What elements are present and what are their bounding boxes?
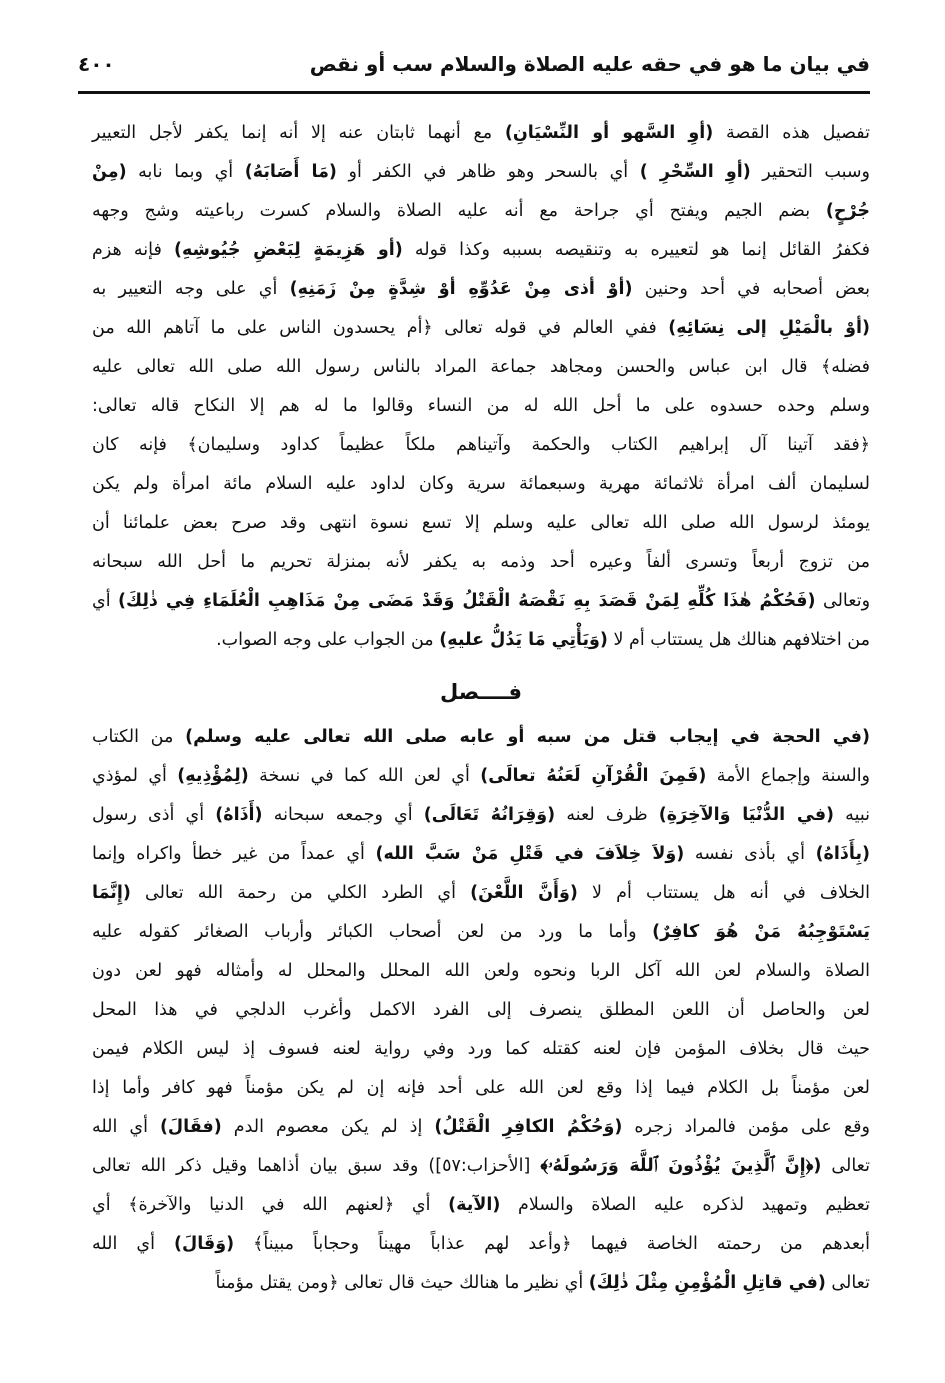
- running-header: [78, 52, 870, 88]
- bold-matn-text: (لِمُؤْذِيهِ): [177, 766, 249, 786]
- bold-matn-text: (أو هَزِيمَةٍ لِبَعْضِ جُيُوشِهِ): [173, 240, 403, 260]
- section-heading: فــــصل: [440, 680, 522, 704]
- header-title: في بيان ما هو في حقه عليه الصلاة والسلام سب أو نقص: [309, 52, 870, 76]
- bold-matn-text: (أوِ السَّهو أو النِّسْيَانِ): [504, 123, 714, 143]
- commentary-text: من الكتاب: [92, 727, 186, 747]
- text-line: [92, 114, 870, 153]
- commentary-text: ففي العالم في قوله تعالى ﴿أم يحسدون الناس على ما آتاهم الله من: [92, 318, 669, 338]
- commentary-text: وأما ما ورد من لعن أصحاب الكبائر وأرباب الصغائر كقوله عليه: [92, 922, 653, 942]
- commentary-text: تعالى: [821, 1156, 870, 1176]
- commentary-text: أي بالسحر وهو ظاهر في الكفر أو: [336, 162, 640, 182]
- text-line: [92, 1108, 870, 1147]
- text-line: [92, 348, 870, 387]
- commentary-text: الصلاة والسلام لعن الله آكل الربا ونحوه ولعن الله المحلل والمحلل له وأمثاله فهو لعن دون: [92, 961, 870, 981]
- text-line: [92, 582, 870, 621]
- bold-matn-text: (فَحُكْمُ هٰذَا كُلِّهِ لِمَنْ قَصَدَ بِهِ نَقْصَهُ الْقَتْلُ وَقَدْ مَضَى مِنْ مَذَاهِبِ الْعُلَمَاءِ فِي ذٰلِكَ): [118, 591, 816, 611]
- commentary-text: إذ لم يكن معصوم الدم: [221, 1117, 435, 1137]
- commentary-text: والسنة وإجماع الأمة: [706, 766, 871, 786]
- commentary-text: أي أذى رسول: [92, 805, 216, 825]
- text-line: [92, 621, 870, 660]
- bold-matn-text: (الآية): [448, 1195, 501, 1215]
- commentary-text: فإنه هزم: [92, 240, 174, 260]
- commentary-text: أي الله: [92, 1117, 160, 1137]
- text-line: [92, 991, 870, 1030]
- text-line: [92, 465, 870, 504]
- commentary-text: وقع على مؤمن فالمراد زجره: [622, 1117, 870, 1137]
- commentary-text: ﴿فقد آتينا آل إبراهيم الكتاب والحكمة وآتيناهم ملكاً عظيماً كداود وسليمان﴾ فإنه كان: [92, 435, 870, 455]
- bold-matn-text: (فقَالَ): [159, 1117, 222, 1137]
- bold-matn-text: (بِأَذَاهُ): [815, 844, 871, 864]
- text-line: [92, 504, 870, 543]
- commentary-text: فضله﴾ قال ابن عباس والحسن ومجاهد جماعة المراد بالناس رسول الله صلى الله تعالى عليه: [92, 357, 870, 377]
- commentary-text: لعن والحاصل أن اللعن المطلق ينصرف إلى الفرد الاكمل وأغرب الدلجي في هذا المحل: [92, 1000, 870, 1020]
- commentary-text: يومئذ لرسول الله صلى الله تعالى عليه وسلم إلا تسع نسوة انتهى وقد صرح بعض علمائنا أن: [92, 513, 870, 533]
- text-line: [92, 1225, 870, 1264]
- commentary-text: وتعالى: [815, 591, 871, 611]
- commentary-text: أي الله: [92, 1234, 175, 1254]
- bold-matn-text: (وَلاَ خِلاَفَ في قَتْلِ مَنْ سَبَّ الله): [375, 844, 685, 864]
- bold-matn-text: (﴿إِنَّ ٱلَّذِينَ يُؤْذُونَ ٱللَّهَ وَرَسُولَهُۥ﴾: [540, 1156, 822, 1176]
- bold-matn-text: (وَقِرَانُهُ تَعَالَى): [423, 805, 556, 825]
- commentary-text: حيث قال بخلاف المؤمن فإن لعنه كقتله كما ورد وفي رواية لعنه فسوف إذ ليس الكلام فيمن: [92, 1039, 870, 1059]
- bold-matn-text: (مَا أَصَابَهُ): [244, 162, 337, 182]
- text-line: [92, 231, 870, 270]
- text-line: [92, 192, 870, 231]
- commentary-text: بعض أصحابه في أحد وحنين: [632, 279, 871, 299]
- commentary-text: تعالى: [825, 1273, 870, 1293]
- text-line: [92, 1264, 870, 1303]
- commentary-text: لسليمان ألف امرأة ثلاثمائة مهرية وسبعمائة سرية وكان لداود عليه السلام مائة امرأة ولم يكن: [92, 474, 870, 494]
- commentary-text: أي بأذى نفسه: [684, 844, 816, 864]
- text-line: [92, 952, 870, 991]
- text-line: [92, 426, 870, 465]
- bold-matn-text: (وَحُكْمُ الكافِرِ الْقَتْلُ): [434, 1117, 623, 1137]
- text-line: [92, 1147, 870, 1186]
- text-line: [92, 874, 870, 913]
- commentary-text: أي: [92, 591, 119, 611]
- bold-matn-text: (في الحجة في إيجاب قتل من سبه أو عابه صلى الله تعالى عليه وسلم): [185, 727, 870, 747]
- text-line: [92, 387, 870, 426]
- text-line: [92, 270, 870, 309]
- text-line: [92, 718, 870, 757]
- commentary-text: وسبب التحقير: [750, 162, 871, 182]
- bold-matn-text: جُرْحٍ): [825, 201, 870, 221]
- commentary-text: أي نظير ما هنالك حيث قال تعالى ﴿ومن يقتل مؤمناً: [215, 1273, 589, 1293]
- commentary-text: [الأحزاب:٥٧]) وقد سبق بيان أذاهما وقيل ذكر الله تعالى: [92, 1156, 541, 1176]
- bold-matn-text: (وَقَالَ): [174, 1234, 235, 1254]
- text-line: [92, 153, 870, 192]
- text-line: [92, 913, 870, 952]
- bold-matn-text: (أوْ بالْمَيْلِ إلى نِسَائِهِ): [668, 318, 870, 338]
- commentary-text: الخلاف في أنه هل يستتاب أم لا: [577, 883, 870, 903]
- commentary-text: أي على وجه التعيير به: [92, 279, 290, 299]
- bold-matn-text: (إِنَّمَا: [92, 883, 131, 903]
- commentary-text: من تزوج أربعاً وتسرى ألفاً وعيره أحد وذمه به يكفر لأنه بمنزلة تحريم ما أحل الله سبحانه: [92, 552, 870, 572]
- bold-matn-text: (فَمِنَ الْقُرْآنِ لَعَنُهُ تعالَى): [480, 766, 707, 786]
- paragraph-2: [92, 718, 870, 1303]
- commentary-text: أي ﴿لعنهم الله في الدنيا والآخرة﴾ أي: [92, 1195, 449, 1215]
- bold-matn-text: (في قاتِلِ الْمُؤْمِنِ مِثْلَ ذٰلِكَ): [588, 1273, 826, 1293]
- text-line: [92, 1069, 870, 1108]
- commentary-text: من الجواب على وجه الصواب.: [216, 630, 440, 650]
- header-rule: [78, 91, 870, 94]
- commentary-text: أي لعن الله كما في نسخة: [248, 766, 481, 786]
- commentary-text: أي وبما نابه: [126, 162, 245, 182]
- bold-matn-text: (وَأَنَّ اللَّعْنَ): [470, 883, 578, 903]
- text-line: [92, 1030, 870, 1069]
- commentary-text: تفصيل هذه القصة: [713, 123, 870, 143]
- bold-matn-text: (وَيَأْتِي مَا يَدُلُّ عليهِ): [439, 630, 608, 650]
- bold-matn-text: يَسْتَوْجِبُهُ مَنْ هُوَ كافِرٌ): [652, 922, 870, 942]
- text-line: [92, 835, 870, 874]
- commentary-text: تعظيم وتمهيد لذكره عليه الصلاة والسلام: [500, 1195, 870, 1215]
- commentary-text: نبيه: [834, 805, 870, 825]
- page-number: ٤٠٠: [78, 52, 115, 76]
- commentary-text: مع أنهما ثابتان عنه إلا أنه إنما يكفر لأجل التعيير: [92, 123, 505, 143]
- commentary-text: ظرف لعنه: [555, 805, 659, 825]
- commentary-text: فكفرُ القائل إنما هو لتعييره به وتنقيصه بسببه وكذا قوله: [402, 240, 871, 260]
- text-line: [92, 543, 870, 582]
- text-line: [92, 796, 870, 835]
- commentary-text: وسلم وحده حسدوه على ما أحل الله له من النساء وقالوا ما له هم إلا النكاح قاله تعالى:: [92, 396, 870, 416]
- commentary-text: أي الطرد الكلي من رحمة الله تعالى: [130, 883, 471, 903]
- commentary-text: بضم الجيم ويفتح أي جراحة مع أنه عليه الصلاة والسلام كسرت رباعيته وشج وجهه: [92, 201, 826, 221]
- bold-matn-text: (في الدُّنْيَا وَالآخِرَةِ): [658, 805, 835, 825]
- commentary-text: لعن مؤمناً بل الكلام فيما إذا وقع لعن الله على أحد فإنه إن لم يكن مؤمناً فهو كافر وأما إذا: [92, 1078, 870, 1098]
- text-line: [92, 1186, 870, 1225]
- text-line: [92, 309, 870, 348]
- bold-matn-text: (أوِ السِّحْرِ ): [639, 162, 751, 182]
- commentary-text: أي عمداً من غير خطأ واكراه وإنما: [92, 844, 376, 864]
- bold-matn-text: (أوْ أذى مِنْ عَدُوِّهِ أوْ شِدَّةٍ مِنْ زَمَنِهِ): [289, 279, 633, 299]
- text-line: [92, 757, 870, 796]
- paragraph-1: [92, 114, 870, 660]
- commentary-text: أي لمؤذي: [92, 766, 178, 786]
- bold-matn-text: (مِنْ: [92, 162, 127, 182]
- commentary-text: أبعدهم من رحمته الخاصة فيهما ﴿وأعد لهم عذاباً مهيناً وحجاباً مبيناً﴾: [234, 1234, 870, 1254]
- bold-matn-text: (أَذَاهُ): [215, 805, 263, 825]
- commentary-text: من اختلافهم هنالك هل يستتاب أم لا: [607, 630, 870, 650]
- commentary-text: أي وجمعه سبحانه: [262, 805, 424, 825]
